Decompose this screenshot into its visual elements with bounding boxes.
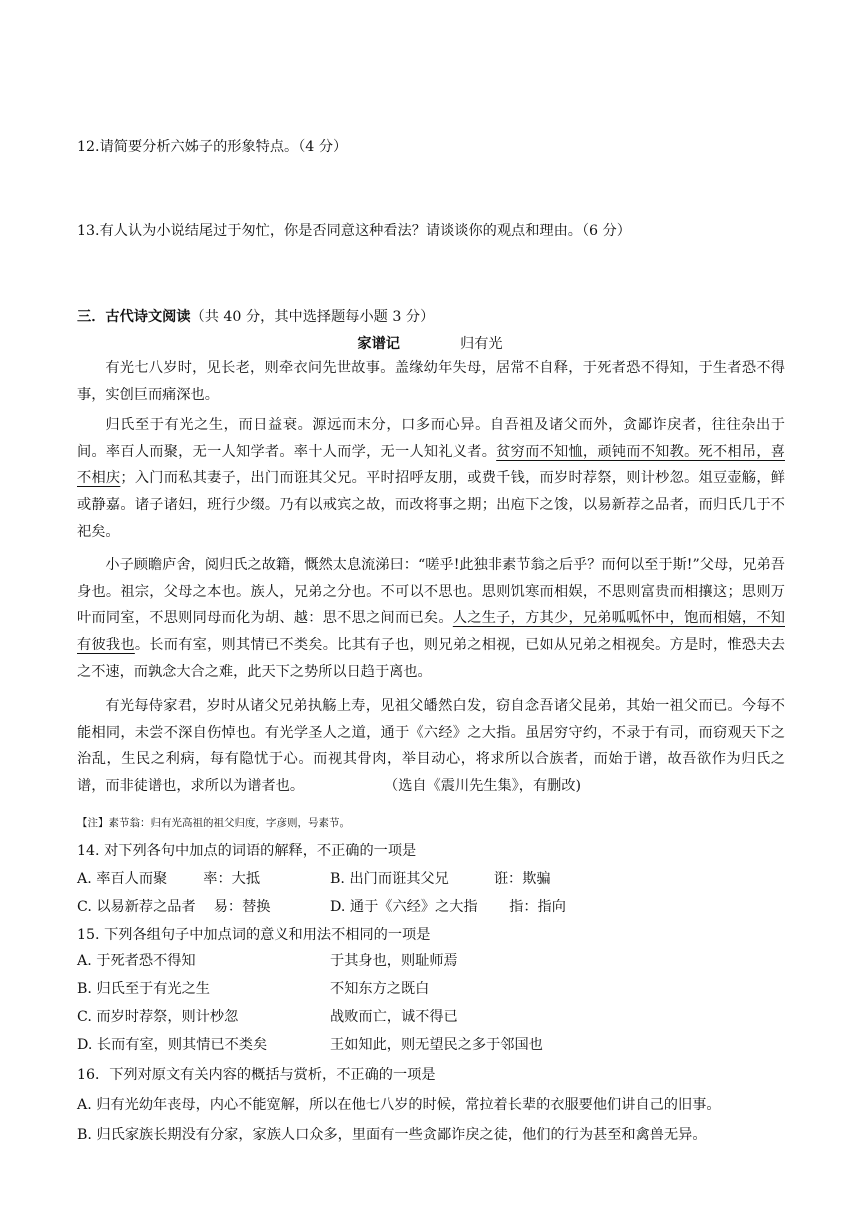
q15-d-sentence-2: 王如知此，则无望民之多于邻国也 [330, 1037, 543, 1053]
section-detail: （共 40 分，其中选择题每小题 3 分） [190, 309, 435, 325]
annotation-note: 【注】素节翁：归有光高祖的祖父归度，字彦则，号素节。 [77, 817, 350, 829]
question-15-stem: 15. 下列各组句子中加点词的意义和用法不相同的一项是 [77, 927, 431, 943]
paragraph-2 [77, 412, 785, 546]
q14-option-a: A. 率百人而聚 率：大抵 [77, 871, 261, 887]
q15-b-sentence-2: 不知东方之既白 [330, 981, 430, 997]
article-source: （选自《震川先生集》，有删改) [384, 778, 582, 795]
q15-b-sentence-1: 归氏至于有光之生 [96, 981, 210, 997]
article-author: 归有光 [460, 336, 503, 352]
q15-option-b: B. 归氏至于有光之生 [77, 981, 210, 997]
paragraph-1: 有光七八岁时，见长老，则牵衣问先世故事。盖缘幼年失母，居常不自释，于死者恐不得知，于生者恐不得事，实创巨而痛深也。 [77, 360, 785, 403]
q14-option-b: B. 出门而诳其父兄 诳：欺骗 [330, 871, 551, 887]
paragraph-3-part-a: 小子顾瞻庐舍，阅归氏之故籍，慨然太息流涕曰：“嗟乎!此独非素节翁之后乎？而何以至于斯!”父母，兄弟吾身也。祖宗，父母之本也。族人，兄弟之分也。不可以不思也。思则饥寒而相娱，不思则富贵而相攘这；思则万叶而同室，不思则同母而化为胡、越：思不思之间而已矣。 [77, 557, 785, 627]
q15-c-sentence-1: 而岁时荐祭，则计杪忽 [96, 1009, 239, 1025]
underlined-sentence-2: 人之生子，方其少，兄弟呱呱怀中，饱而相嬉，不知有彼我也 [77, 610, 785, 654]
paragraph-3-part-b: 。长而有室，则其情已不类矣。比其有子也，则兄弟之相视，已如从兄弟之相视矣。方是时，惟恐夫去之不速，而孰念大合之难，此天下之势所以日趋于离也。 [77, 637, 785, 680]
question-12: 12.请简要分析六姊子的形象特点。（4 分） [77, 139, 348, 155]
q14-option-d: D. 通于《六经》之大指 指：指向 [330, 899, 566, 915]
q15-a-sentence-1: 于死者恐不得知 [96, 953, 196, 969]
paragraph-4 [77, 693, 785, 800]
q15-option-d: D. 长而有室，则其情已不类矣 [77, 1037, 268, 1053]
section-title: 三．古代诗文阅读 [77, 309, 191, 325]
q14-option-c: C. 以易新荐之品者 易：替换 [77, 899, 271, 915]
q15-option-c: C. 而岁时荐祭，则计杪忽 [77, 1009, 239, 1025]
section-heading [77, 306, 434, 326]
q16-option-a: A. 归有光幼年丧母，内心不能宽解，所以在他七八岁的时候，常拉着长辈的衣服要他们讲自己的旧事。 [77, 1097, 721, 1113]
question-14-stem: 14. 对下列各句中加点的词语的解释，不正确的一项是 [77, 843, 417, 859]
paragraph-4-text: 有光每侍家君，岁时从诸父兄弟执觞上寿，见祖父皤然白发，窃自念吾诸父昆弟，其始一祖父而已。今每不能相同，未尝不深自伤悼也。有光学圣人之道，通于《六经》之大指。虽居穷守约，不录于有司，而窃观天下之治乱，生民之利病，每有隐忧于心。而视其骨肉，举目动心，将求所以合族者，而始于谱，故吾欲作为归氏之谱，而非徒谱也，求所以为谱者也。 [77, 698, 785, 795]
paragraph-2-part-b: ；入门而私其妻子，出门而诳其父兄。平时招呼友朋，或费千钱，而岁时荐祭，则计杪忽。俎豆壶觞，鲜或静嘉。诸子诸妇，班行少缀。乃有以戒宾之故，而改将事之期；出庖下之馂，以易新荐之品者，而归氏几于不祀矣。 [77, 470, 785, 540]
q15-d-sentence-1: 长而有室，则其情已不类矣 [96, 1037, 268, 1053]
q15-option-a: A. 于死者恐不得知 [77, 953, 196, 969]
question-16-stem: 16．下列对原文有关内容的概括与赏析，不正确的一项是 [77, 1067, 436, 1083]
paragraph-3 [77, 552, 785, 686]
question-13: 13.有人认为小说结尾过于匆忙，你是否同意这种看法？请谈谈你的观点和理由。（6 分） [77, 223, 631, 239]
article-title: 家谱记 [357, 336, 400, 352]
q16-option-b: B. 归氏家族长期没有分家，家族人口众多，里面有一些贪鄙诈戾之徒，他们的行为甚至和禽兽无异。 [77, 1127, 707, 1143]
paragraph-2-part-a: 归氏至于有光之生，而日益衰。源远而末分，口多而心异。自吾祖及诸父而外，贪鄙诈戾者，往往杂出于间。率百人而聚，无一人知学者。率十人而学，无一人知礼义者。 [77, 417, 785, 460]
article-title-line [0, 333, 860, 353]
underlined-sentence-1: 贫穷而不知恤，顽钝而不知教。死不相吊，喜不相庆 [77, 443, 785, 487]
q15-c-sentence-2: 战败而亡，诚不得已 [330, 1009, 458, 1025]
q15-a-sentence-2: 于其身也，则耻师焉 [330, 953, 458, 969]
